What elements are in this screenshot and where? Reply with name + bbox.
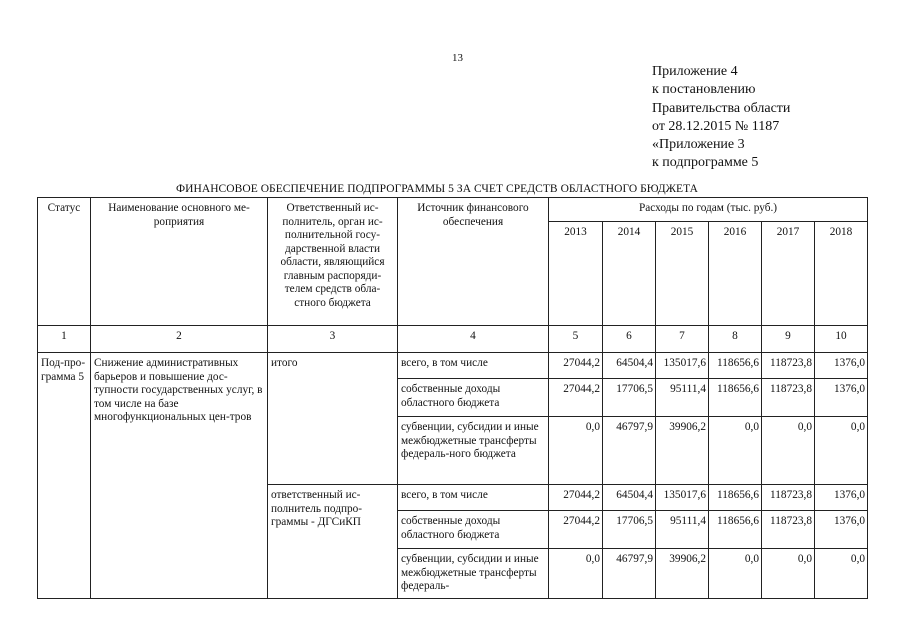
value-cell: 0,0 [762, 549, 815, 599]
value-cell: 118656,6 [709, 485, 762, 511]
value-cell: 118723,8 [762, 353, 815, 379]
executor-cell: ответственный ис-полнитель подпро-граммы - ДГСиКП [268, 485, 398, 599]
executor-cell: итого [268, 353, 398, 485]
value-cell: 95111,4 [656, 379, 709, 417]
appendix-line: «Приложение 3 [652, 137, 745, 153]
value-cell: 39906,2 [656, 417, 709, 485]
value-cell: 64504,4 [603, 353, 656, 379]
status-cell: Под-про-грамма 5 [38, 353, 91, 599]
header-year: 2016 [709, 222, 762, 326]
value-cell: 0,0 [762, 417, 815, 485]
value-cell: 118723,8 [762, 511, 815, 549]
appendix-line: Правительства области [652, 100, 791, 116]
value-cell: 0,0 [709, 417, 762, 485]
header-year: 2015 [656, 222, 709, 326]
column-number: 6 [603, 326, 656, 353]
value-cell: 27044,2 [549, 485, 603, 511]
document-title: ФИНАНСОВОЕ ОБЕСПЕЧЕНИЕ ПОДПРОГРАММЫ 5 ЗА СЧЕТ СРЕДСТВ ОБЛАСТНОГО БЮДЖЕТА [176, 183, 698, 195]
source-cell: субвенции, субсидии и иные межбюджетные трансферты федераль- [398, 549, 549, 599]
source-cell: всего, в том числе [398, 485, 549, 511]
value-cell: 135017,6 [656, 353, 709, 379]
value-cell: 1376,0 [815, 379, 868, 417]
value-cell: 0,0 [709, 549, 762, 599]
value-cell: 0,0 [815, 549, 868, 599]
value-cell: 17706,5 [603, 379, 656, 417]
value-cell: 27044,2 [549, 353, 603, 379]
column-number: 1 [38, 326, 91, 353]
header-status: Статус [38, 198, 91, 326]
value-cell: 95111,4 [656, 511, 709, 549]
column-number: 3 [268, 326, 398, 353]
value-cell: 64504,4 [603, 485, 656, 511]
value-cell: 27044,2 [549, 511, 603, 549]
measure-cell: Снижение административных барьеров и повышение дос-тупности государственных услуг, в том числе на базе многофункциональных цен-тров [91, 353, 268, 599]
source-cell: субвенции, субсидии и иные межбюджетные трансферты федераль-ного бюджета [398, 417, 549, 485]
financing-table [37, 197, 868, 599]
value-cell: 118656,6 [709, 379, 762, 417]
value-cell: 17706,5 [603, 511, 656, 549]
value-cell: 135017,6 [656, 485, 709, 511]
value-cell: 0,0 [815, 417, 868, 485]
source-cell: всего, в том числе [398, 353, 549, 379]
header-year: 2013 [549, 222, 603, 326]
header-year: 2014 [603, 222, 656, 326]
value-cell: 46797,9 [603, 417, 656, 485]
value-cell: 0,0 [549, 417, 603, 485]
value-cell: 118656,6 [709, 353, 762, 379]
table-row [38, 353, 868, 379]
column-number: 10 [815, 326, 868, 353]
value-cell: 1376,0 [815, 511, 868, 549]
appendix-line: от 28.12.2015 № 1187 [652, 118, 780, 134]
value-cell: 46797,9 [603, 549, 656, 599]
value-cell: 1376,0 [815, 353, 868, 379]
appendix-block [652, 63, 790, 173]
value-cell: 1376,0 [815, 485, 868, 511]
source-cell: собственные доходы областного бюджета [398, 511, 549, 549]
source-cell: собственные доходы областного бюджета [398, 379, 549, 417]
header-executor: Ответственный ис-полнитель, орган ис-полнительной госу-дарственной власти области, являющийся главным распоряди-телем средств обла-стного бюджета [268, 198, 398, 326]
column-number: 8 [709, 326, 762, 353]
value-cell: 118723,8 [762, 379, 815, 417]
value-cell: 0,0 [549, 549, 603, 599]
appendix-line: к подпрограмме 5 [652, 155, 759, 171]
value-cell: 118723,8 [762, 485, 815, 511]
appendix-line: к постановлению [652, 82, 756, 98]
header-source: Источник финансового обеспечения [398, 198, 549, 326]
page-number: 13 [452, 52, 463, 64]
column-number: 7 [656, 326, 709, 353]
value-cell: 39906,2 [656, 549, 709, 599]
value-cell: 27044,2 [549, 379, 603, 417]
value-cell: 118656,6 [709, 511, 762, 549]
column-number: 2 [91, 326, 268, 353]
column-number: 4 [398, 326, 549, 353]
appendix-line: Приложение 4 [652, 64, 738, 79]
header-measure: Наименование основного ме-роприятия [91, 198, 268, 326]
column-number: 5 [549, 326, 603, 353]
header-year: 2018 [815, 222, 868, 326]
header-year: 2017 [762, 222, 815, 326]
header-expenses: Расходы по годам (тыс. руб.) [549, 198, 868, 222]
column-number: 9 [762, 326, 815, 353]
